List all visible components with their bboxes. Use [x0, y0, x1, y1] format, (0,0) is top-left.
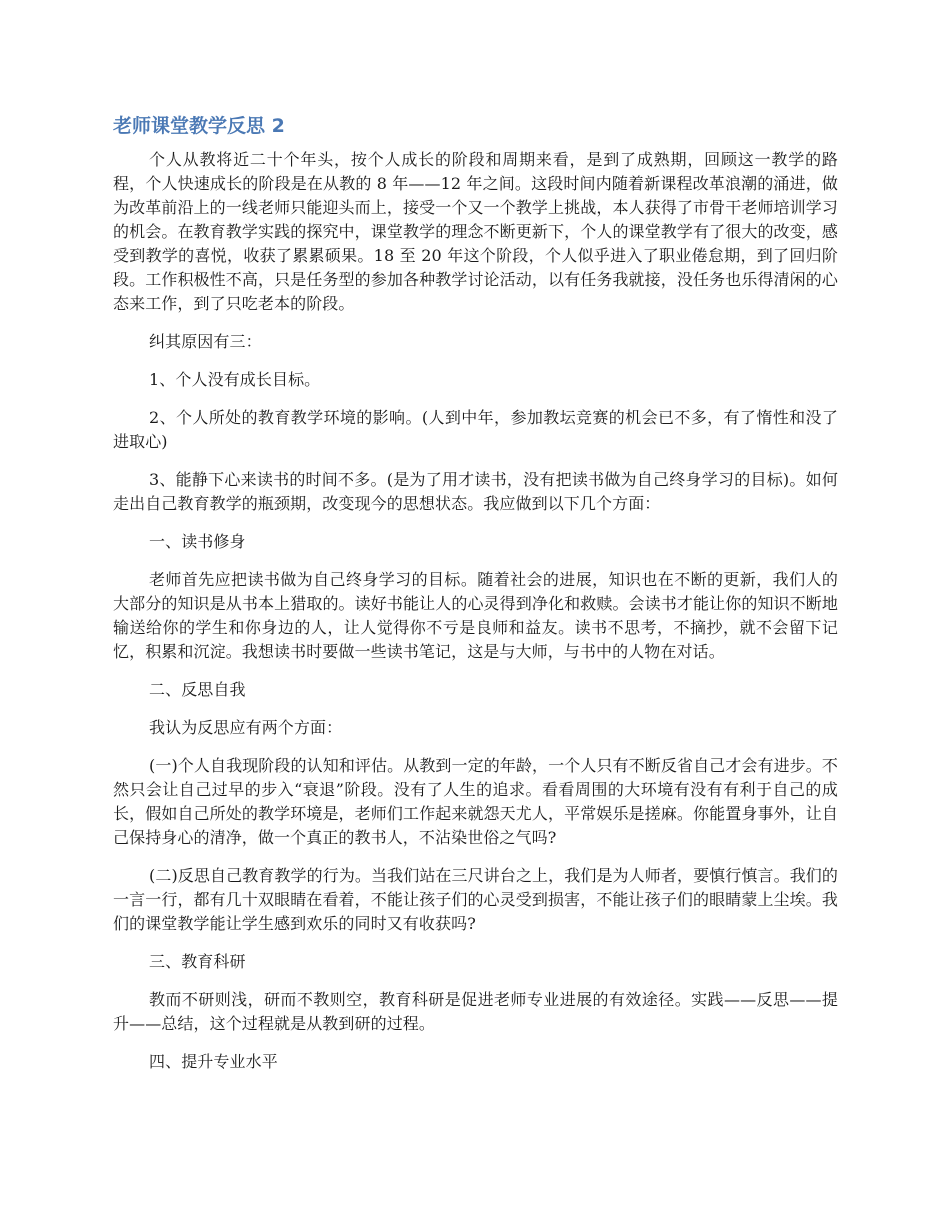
paragraph-reflection-2: (二)反思自己教育教学的行为。当我们站在三尺讲台之上，我们是为人师者，要慎行慎言。我们的一言一行，都有几十双眼睛在看着，不能让孩子们的心灵受到损害，不能让孩子们的眼睛蒙上尘埃。我们的课堂教学能让学生感到欢乐的同时又有收获吗?: [113, 866, 838, 933]
paragraph-intro: 个人从教将近二十个年头，按个人成长的阶段和周期来看，是到了成熟期，回顾这一教学的路程，个人快速成长的阶段是在从教的 8 年——12 年之间。这段时间内随着新课程改革浪潮的涌进，做为改革前沿上的一线老师只能迎头而上，接受一个又一个教学上挑战，本人获得了市骨干老师培训学习的机会。在教育教学实践的探究中，课堂教学的理念不断更新下，个人的课堂教学有了很大的改变，感受到教学的喜悦，收获了累累硕果。18 至 20 年这个阶段，个人似乎进入了职业倦怠期，到了回归阶段。工作积极性不高，只是任务型的参加各种教学讨论活动，以有任务我就接，没任务也乐得清闲的心态来工作，到了只吃老本的阶段。: [113, 150, 838, 313]
paragraph-reason-3: 3、能静下心来读书的时间不多。(是为了用才读书，没有把读书做为自己终身学习的目标)。如何走出自己教育教学的瓶颈期，改变现今的思想状态。我应做到以下几个方面：: [113, 470, 838, 513]
section-heading-2: 二、反思自我: [149, 680, 246, 699]
document-title: 老师课堂教学反思 2: [113, 115, 285, 137]
section-heading-4: 四、提升专业水平: [149, 1052, 278, 1071]
section-heading-3: 三、教育科研: [149, 952, 246, 971]
paragraph-reading: 老师首先应把读书做为自己终身学习的目标。随着社会的进展，知识也在不断的更新，我们人的大部分的知识是从书本上猎取的。读好书能让人的心灵得到净化和救赎。会读书才能让你的知识不断地输送给你的学生和你身边的人，让人觉得你不亏是良师和益友。读书不思考，不摘抄，就不会留下记忆，积累和沉淀。我想读书时要做一些读书笔记，这是与大师，与书中的人物在对话。: [113, 570, 838, 661]
paragraph-reflection-intro: 我认为反思应有两个方面：: [149, 718, 343, 737]
section-heading-1: 一、读书修身: [149, 532, 246, 551]
paragraph-reasons-intro: 纠其原因有三：: [149, 332, 262, 351]
document-body: [113, 112, 838, 1088]
paragraph-reason-1: 1、个人没有成长目标。: [149, 370, 321, 389]
paragraph-research: 教而不研则浅，研而不教则空，教育科研是促进老师专业进展的有效途径。实践——反思——提升——总结，这个过程就是从教到研的过程。: [113, 990, 838, 1033]
paragraph-reflection-1: (一)个人自我现阶段的认知和评估。从教到一定的年龄，一个人只有不断反省自己才会有进步。不然只会让自己过早的步入“衰退”阶段。没有了人生的追求。看看周围的大环境有没有有利于自己的成长，假如自己所处的教学环境是，老师们工作起来就怨天尤人，平常娱乐是搓麻。你能置身事外，让自己保持身心的清净，做一个真正的教书人，不沾染世俗之气吗?: [113, 756, 838, 847]
paragraph-reason-2: 2、个人所处的教育教学环境的影响。(人到中年，参加教坛竞赛的机会已不多，有了惰性和没了进取心): [113, 408, 838, 451]
